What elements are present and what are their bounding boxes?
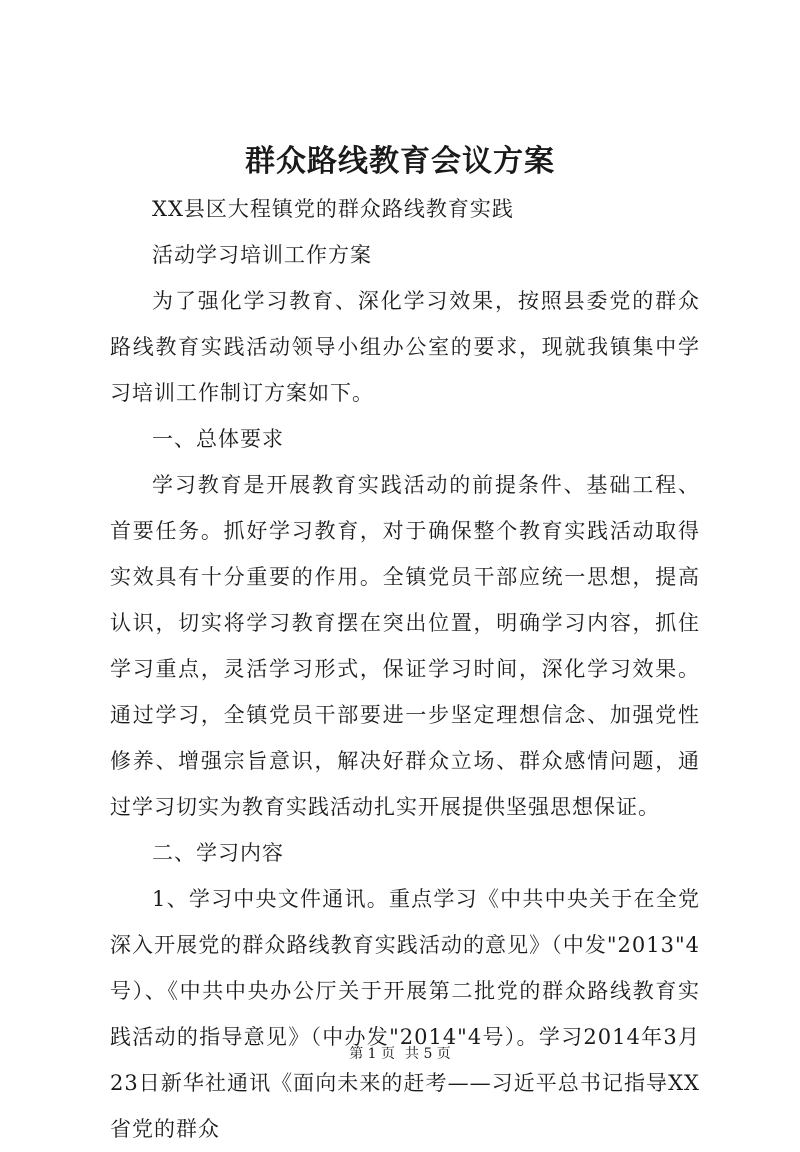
document-title: 群众路线教育会议方案 [245,144,555,179]
page-number: 第 1 页 [349,1046,395,1062]
section-heading-2: 二、学习内容 [152,841,284,865]
section-paragraph-1: 学习教育是开展教育实践活动的前提条件、基础工程、首要任务。抓好学习教育，对于确保整个教育实践活动取得实效具有十分重要的作用。全镇党员干部应统一思想，提高认识，切实将学习教育摆在突出位置，明确学习内容，抓住学习重点，灵活学习形式，保证学习时间，深化学习效果。通过学习，全镇党员干部要进一步坚定理想信念、加强党性修养、增强宗旨意识，解决好群众立场、群众感情问题，通过学习切实为教育实践活动扎实开展提供坚强思想保证。 [110,473,700,819]
section-paragraph-2: 1、学习中央文件通讯。重点学习《中共中央关于在全党深入开展党的群众路线教育实践活动的意见》（中发"2013"4号）、《中共中央办公厅关于开展第二批党的群众路线教育实践活动的指导意见》（中办发"2014"4号）。学习2014年3月23日新华社通讯《面向未来的赶考——习近平总书记指导XX省党的群众 [110,887,700,1141]
subtitle-line-1: XX县区大程镇党的群众路线教育实践 [152,197,514,221]
section-heading-1: 一、总体要求 [152,427,284,451]
subtitle-line-2: 活动学习培训工作方案 [152,243,372,267]
intro-paragraph: 为了强化学习教育、深化学习效果，按照县委党的群众路线教育实践活动领导小组办公室的要求，现就我镇集中学习培训工作制订方案如下。 [110,289,700,405]
page-total: 共 5 页 [405,1046,451,1062]
document-body [110,186,700,1152]
page-footer [0,1044,800,1064]
